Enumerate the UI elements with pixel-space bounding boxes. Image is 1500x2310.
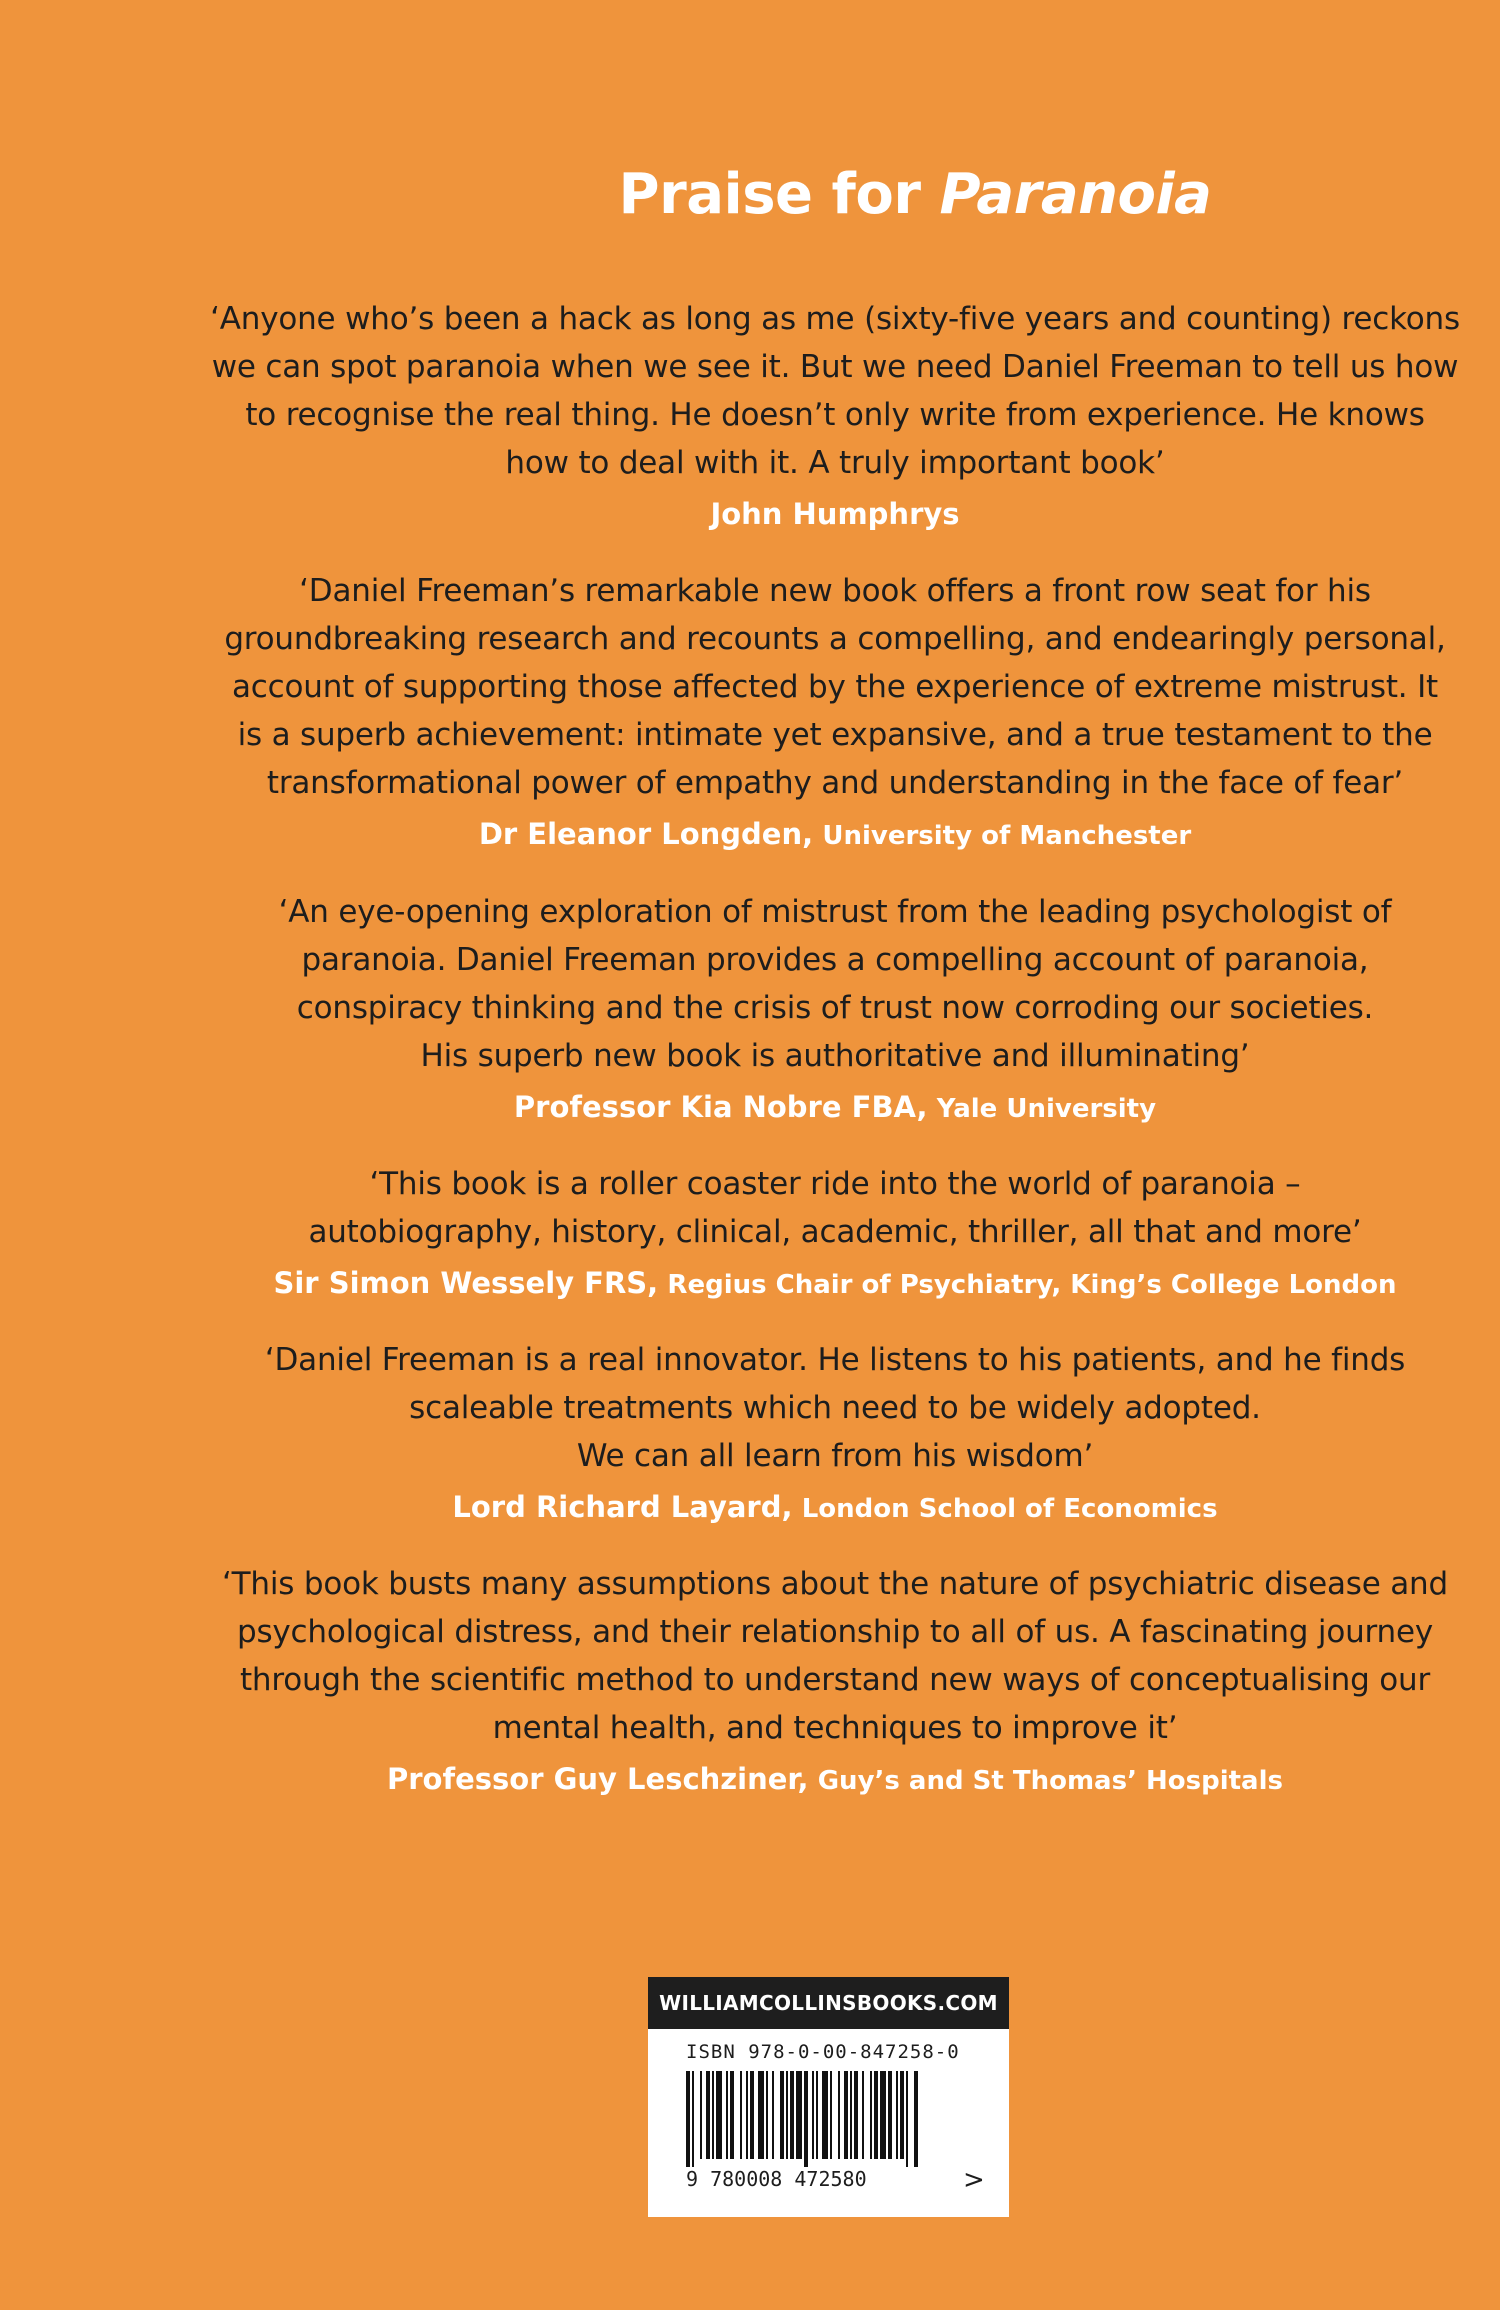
- isbn-label: ISBN 978-0-00-847258-0: [686, 2041, 960, 2063]
- barcode-bar: [816, 2071, 818, 2159]
- barcode-bar: [786, 2071, 788, 2159]
- barcode-bar: [692, 2071, 694, 2167]
- quote-line: autobiography, history, clinical, academic, thriller, all that and more’: [308, 1214, 1362, 1250]
- attribution-affiliation: Yale University: [936, 1094, 1157, 1124]
- barcode-bar: [896, 2071, 898, 2159]
- quote-line: mental health, and techniques to improve it’: [492, 1710, 1178, 1746]
- barcode-bar: [706, 2071, 710, 2159]
- barcode-bar: [766, 2071, 768, 2159]
- quote-line: scaleable treatments which need to be widely adopted.: [409, 1390, 1261, 1426]
- barcode-bar: [838, 2071, 840, 2159]
- publisher-website: WILLIAMCOLLINSBOOKS.COM: [648, 1977, 1009, 2029]
- barcode-bar: [726, 2071, 728, 2159]
- attribution-affiliation: University of Manchester: [822, 821, 1192, 851]
- barcode-bar: [844, 2071, 848, 2159]
- barcode-bar: [874, 2071, 878, 2159]
- quote-text: [205, 567, 1465, 807]
- heading-book-title: Paranoia: [939, 162, 1212, 227]
- quote-line: transformational power of empathy and understanding in the face of fear’: [266, 765, 1404, 801]
- quote-line: groundbreaking research and recounts a compelling, and endearingly personal,: [224, 621, 1446, 657]
- barcode-bar: [700, 2071, 702, 2159]
- barcode-bar: [740, 2071, 742, 2159]
- barcode-bar: [796, 2071, 802, 2159]
- barcode-bar: [750, 2071, 754, 2159]
- quote-line: His superb new book is authoritative and illuminating’: [420, 1038, 1250, 1074]
- attribution-name: Lord Richard Layard,: [452, 1490, 793, 1524]
- quote-attribution: [205, 1758, 1465, 1802]
- quote-block: [205, 888, 1465, 1130]
- page-heading: [0, 160, 1500, 230]
- barcode-bar: [906, 2071, 908, 2167]
- barcode-bar: [888, 2071, 892, 2159]
- quote-line: through the scientific method to understand new ways of conceptualising our: [239, 1662, 1431, 1698]
- quote-text: [205, 1336, 1465, 1480]
- barcode-bar: [758, 2071, 764, 2159]
- quote-line: psychological distress, and their relationship to all of us. A fascinating journey: [236, 1614, 1434, 1650]
- quote-text: [205, 295, 1465, 487]
- barcode-digits: 9 780008 472580: [686, 2167, 867, 2191]
- quote-line: ‘Daniel Freeman’s remarkable new book offers a front row seat for his: [299, 573, 1371, 609]
- quote-line: is a superb achievement: intimate yet expansive, and a true testament to the: [237, 717, 1433, 753]
- barcode-bar: [862, 2071, 864, 2159]
- quote-attribution: [205, 1086, 1465, 1130]
- quote-block: [205, 295, 1465, 535]
- quote-line: ‘This book busts many assumptions about the nature of psychiatric disease and: [222, 1566, 1448, 1602]
- barcode-bar: [686, 2071, 690, 2167]
- quote-block: [205, 567, 1465, 857]
- barcode-bar: [812, 2071, 814, 2159]
- quote-attribution: [205, 813, 1465, 857]
- heading-prefix: Praise for: [618, 162, 940, 227]
- quote-line: conspiracy thinking and the crisis of trust now corroding our societies.: [296, 990, 1374, 1026]
- attribution-affiliation: Guy’s and St Thomas’ Hospitals: [817, 1766, 1283, 1796]
- barcode-bar: [900, 2071, 904, 2159]
- attribution-name: Dr Eleanor Longden,: [478, 817, 814, 851]
- quote-block: [205, 1336, 1465, 1530]
- attribution-affiliation: Regius Chair of Psychiatry, King’s College London: [667, 1270, 1397, 1300]
- barcode-bar: [772, 2071, 774, 2159]
- barcode-bar: [850, 2071, 852, 2159]
- barcode-bar: [822, 2071, 828, 2159]
- attribution-name: Professor Kia Nobre FBA,: [513, 1090, 928, 1124]
- barcode-image: [686, 2071, 966, 2167]
- attribution-name: John Humphrys: [710, 497, 960, 531]
- attribution-affiliation: London School of Economics: [801, 1494, 1218, 1524]
- quote-attribution: [205, 1262, 1465, 1306]
- barcode-bar: [780, 2071, 784, 2159]
- barcode-bar: [746, 2071, 748, 2159]
- quote-line: ‘Daniel Freeman is a real innovator. He listens to his patients, and he finds: [264, 1342, 1406, 1378]
- barcode-bar: [730, 2071, 734, 2159]
- quote-line: paranoia. Daniel Freeman provides a compelling account of paranoia,: [301, 942, 1369, 978]
- barcode-bar: [716, 2071, 722, 2159]
- quote-attribution: [205, 1486, 1465, 1530]
- quote-line: We can all learn from his wisdom’: [576, 1438, 1094, 1474]
- quote-line: ‘Anyone who’s been a hack as long as me (sixty-five years and counting) reckons: [210, 301, 1460, 337]
- quote-attribution: [205, 493, 1465, 535]
- quote-line: ‘This book is a roller coaster ride into the world of paranoia –: [369, 1166, 1301, 1202]
- barcode-bar: [854, 2071, 858, 2159]
- quote-text: [205, 1160, 1465, 1256]
- quote-line: ‘An eye-opening exploration of mistrust from the leading psychologist of: [278, 894, 1392, 930]
- barcode-panel: [648, 1977, 1009, 2217]
- quote-line: to recognise the real thing. He doesn’t only write from experience. He knows: [245, 397, 1425, 433]
- quote-line: how to deal with it. A truly important book’: [505, 445, 1165, 481]
- barcode-arrow-icon: >: [963, 2165, 985, 2195]
- barcode-bar: [830, 2071, 832, 2159]
- attribution-name: Professor Guy Leschziner,: [387, 1762, 809, 1796]
- barcode-bar: [790, 2071, 794, 2159]
- praise-quotes: [205, 295, 1465, 1802]
- quote-text: [205, 888, 1465, 1080]
- barcode-bar: [914, 2071, 918, 2167]
- quote-block: [205, 1560, 1465, 1802]
- barcode-bar: [712, 2071, 714, 2159]
- barcode-bar: [880, 2071, 886, 2159]
- quote-text: [205, 1560, 1465, 1752]
- attribution-name: Sir Simon Wessely FRS,: [273, 1266, 659, 1300]
- quote-line: account of supporting those affected by the experience of extreme mistrust. It: [232, 669, 1438, 705]
- barcode-bar: [870, 2071, 872, 2159]
- barcode-bar: [804, 2071, 808, 2167]
- quote-block: [205, 1160, 1465, 1306]
- quote-line: we can spot paranoia when we see it. But we need Daniel Freeman to tell us how: [211, 349, 1459, 385]
